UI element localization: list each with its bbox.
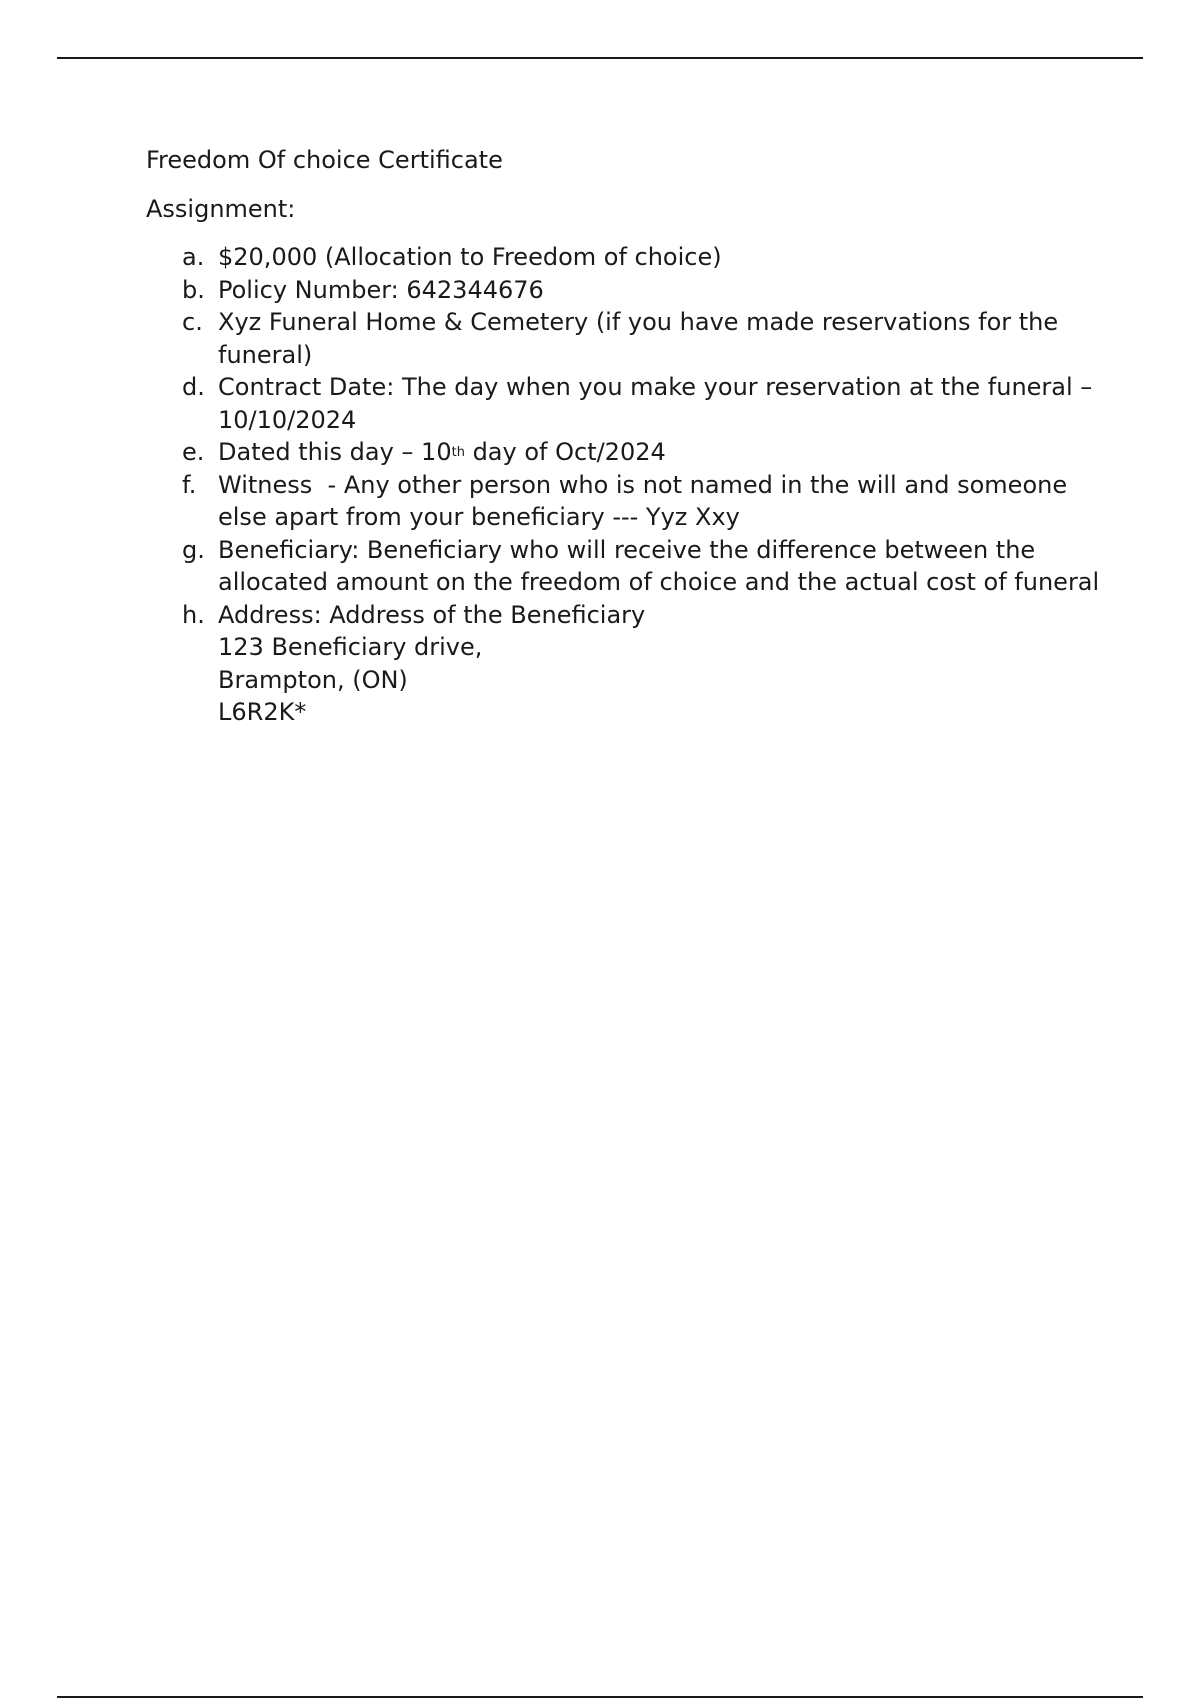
list-item bbox=[146, 274, 1106, 307]
list-marker: a. bbox=[182, 243, 205, 271]
list-item-text: Dated this day – 10 bbox=[218, 438, 452, 466]
list-item bbox=[146, 599, 1106, 729]
list-item-text: day of Oct/2024 bbox=[464, 438, 666, 466]
ordinal-suffix: th bbox=[451, 445, 465, 460]
list-marker: c. bbox=[182, 308, 203, 336]
list-marker: b. bbox=[182, 275, 205, 304]
list-item-text: Xyz Funeral Home & Cemetery (if you have made reservations for the funeral) bbox=[218, 308, 1059, 369]
list-item-text: Policy Number: 642344676 bbox=[218, 275, 544, 304]
list-item-text: Contract Date: The day when you make your reservation at the funeral – 10/10/2024 bbox=[218, 373, 1093, 434]
list-item bbox=[146, 241, 1106, 274]
footer-rule bbox=[57, 1696, 1143, 1698]
list-item bbox=[146, 534, 1106, 599]
address-street: 123 Beneficiary drive, bbox=[218, 633, 483, 661]
assignment-list bbox=[146, 241, 1106, 729]
list-item bbox=[146, 306, 1106, 371]
document-title: Freedom Of choice Certificate bbox=[146, 146, 503, 174]
list-marker: f. bbox=[182, 470, 197, 499]
list-item-text: Beneficiary: Beneficiary who will receive the difference between the allocated amount on the freedom of choice and the actual cost of funeral bbox=[218, 535, 1100, 596]
address-city: Brampton, (ON) bbox=[218, 665, 408, 694]
list-marker: d. bbox=[182, 373, 205, 401]
list-item bbox=[146, 436, 1106, 469]
header-rule bbox=[57, 57, 1143, 59]
assignment-heading: Assignment: bbox=[146, 194, 296, 223]
list-marker: e. bbox=[182, 438, 205, 466]
list-item bbox=[146, 371, 1106, 436]
list-item-text: Witness - Any other person who is not named in the will and someone else apart from your beneficiary --- Yyz Xxy bbox=[218, 470, 1075, 531]
list-marker: h. bbox=[182, 600, 205, 629]
list-item bbox=[146, 469, 1106, 534]
document-body bbox=[146, 144, 1106, 729]
list-marker: g. bbox=[182, 535, 205, 564]
address-label: Address: Address of the Beneficiary bbox=[218, 600, 646, 629]
list-item-text: $20,000 (Allocation to Freedom of choice) bbox=[218, 243, 722, 271]
address-postal-code: L6R2K* bbox=[218, 698, 307, 726]
